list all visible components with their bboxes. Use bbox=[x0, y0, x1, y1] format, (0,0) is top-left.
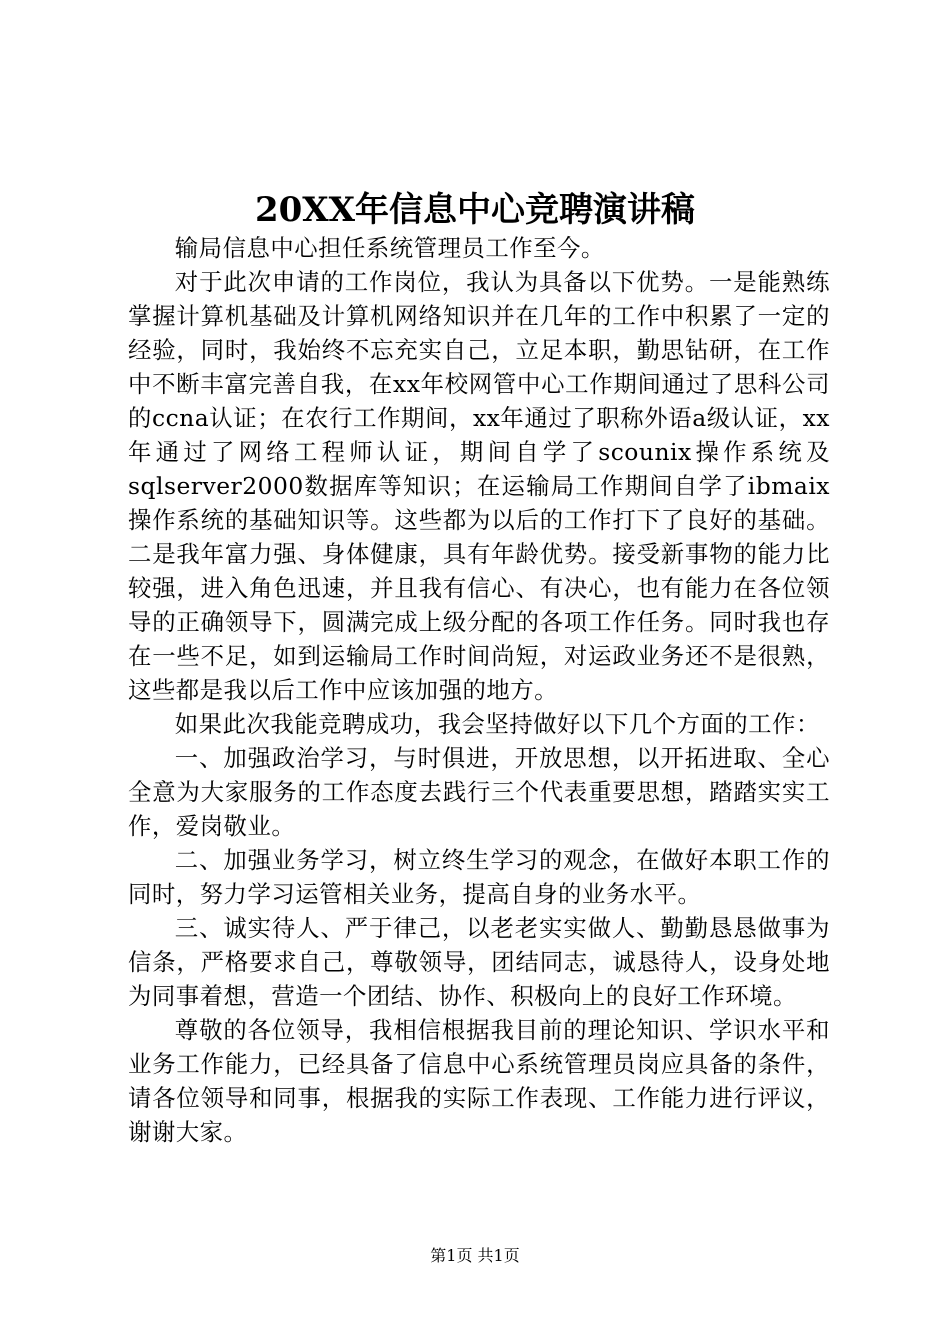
paragraph-advantages: 对于此次申请的工作岗位，我认为具备以下优势。一是能熟练掌握计算机基础及计算机网络知识并在几年的工作中积累了一定的经验，同时，我始终不忘充实自己，立足本职，勤思钻研，在工作中不断丰富完善自我，在xx年校网管中心工作期间通过了思科公司的ccna认证；在农行工作期间，xx年通过了职称外语a级认证，xx年通过了网络工程师认证，期间自学了scounix操作系统及sqlserver2000数据库等知识；在运输局工作期间自学了ibmaix操作系统的基础知识等。这些都为以后的工作打下了良好的基础。二是我年富力强、身体健康，具有年龄优势。接受新事物的能力比较强，进入角色迅速，并且我有信心、有决心，也有能力在各位领导的正确领导下，圆满完成上级分配的各项工作任务。同时我也存在一些不足，如到运输局工作时间尚短，对运政业务还不是很熟，这些都是我以后工作中应该加强的地方。 bbox=[128, 268, 830, 704]
page-footer: 第1页 共1页 bbox=[430, 1246, 520, 1265]
paragraph-plan-three: 三、诚实待人、严于律己，以老老实实做人、勤勤恳恳做事为信条，严格要求自己，尊敬领导，团结同志，诚恳待人，设身处地为同事着想，营造一个团结、协作、积极向上的良好工作环境。 bbox=[128, 914, 830, 1010]
document-title: 20XX年信息中心竞聘演讲稿 bbox=[254, 190, 696, 230]
paragraph-plan-intro: 如果此次我能竞聘成功，我会坚持做好以下几个方面的工作： bbox=[174, 710, 820, 738]
document-body bbox=[128, 231, 830, 1149]
paragraph-plan-two: 二、加强业务学习，树立终生学习的观念，在做好本职工作的同时，努力学习运管相关业务，提高自身的业务水平。 bbox=[128, 846, 830, 908]
paragraph-closing: 尊敬的各位领导，我相信根据我目前的理论知识、学识水平和业务工作能力，已经具备了信息中心系统管理员岗应具备的条件，请各位领导和同事，根据我的实际工作表现、工作能力进行评议，谢谢大家。 bbox=[128, 1016, 830, 1146]
paragraph-intro: 输局信息中心担任系统管理员工作至今。 bbox=[174, 234, 605, 262]
paragraph-plan-one: 一、加强政治学习，与时俱进，开放思想，以开拓进取、全心全意为大家服务的工作态度去践行三个代表重要思想，踏踏实实工作，爱岗敬业。 bbox=[128, 744, 830, 840]
